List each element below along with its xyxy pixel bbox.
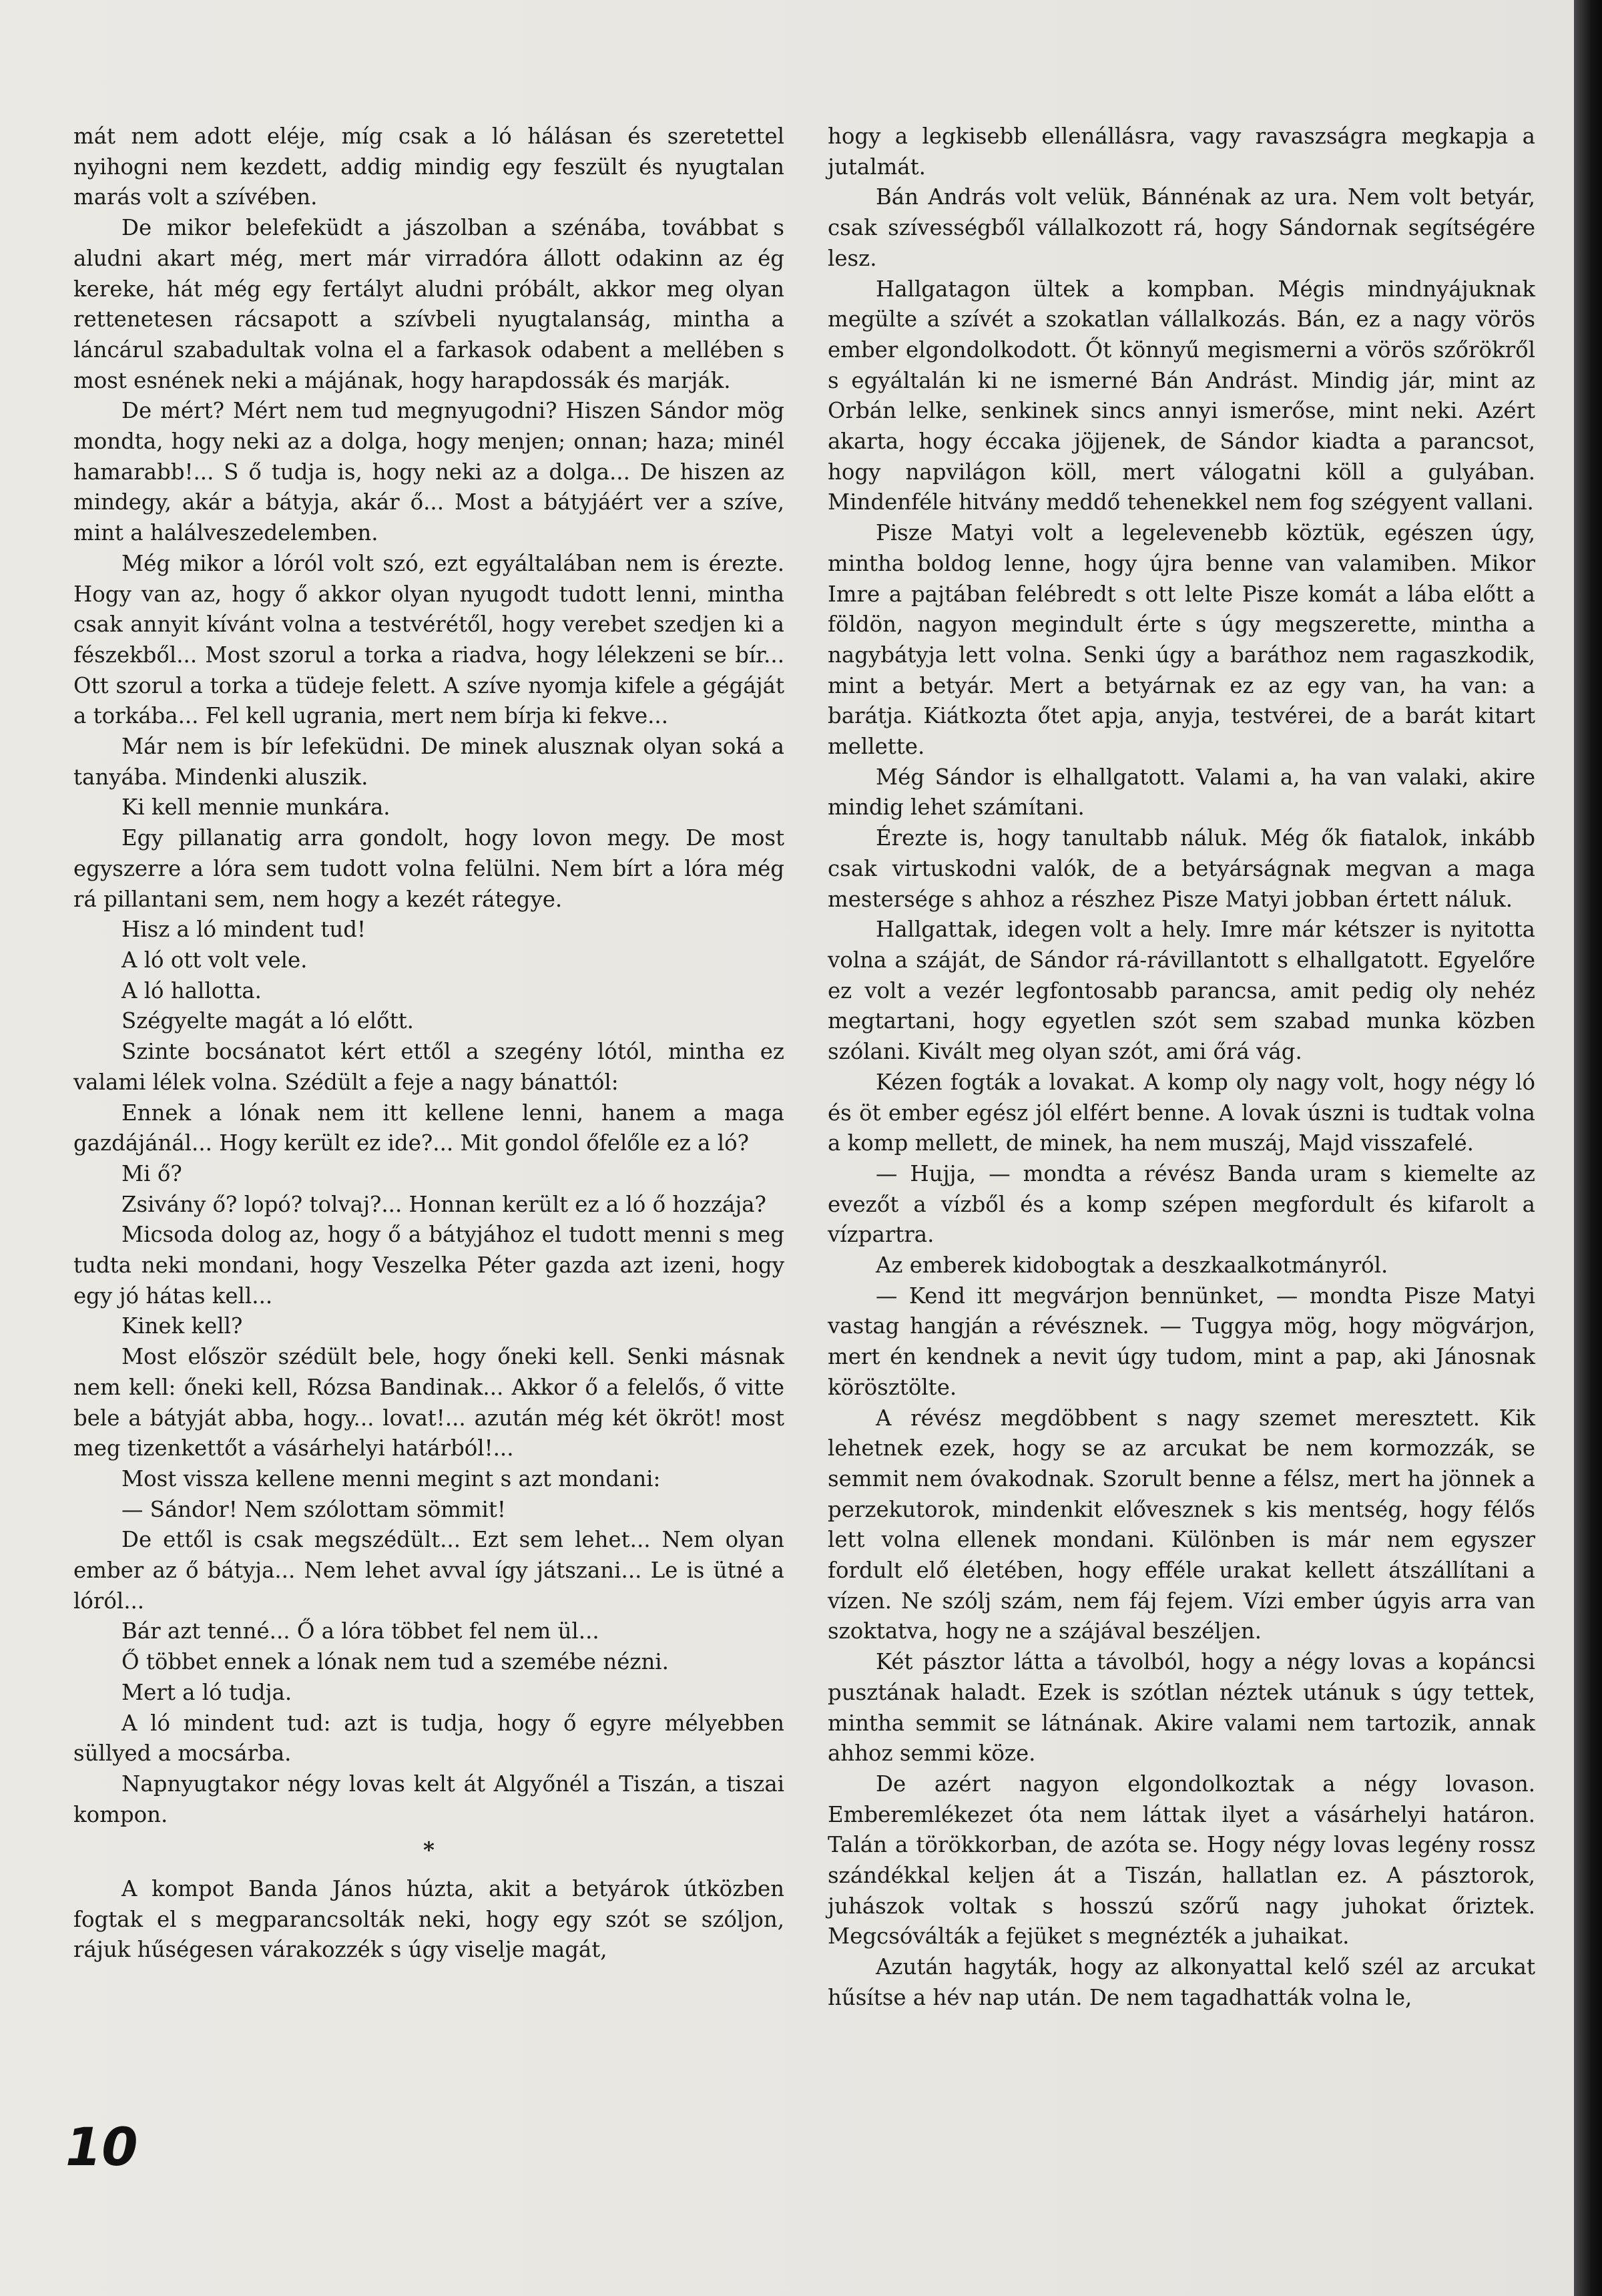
paragraph: A révész megdöbbent s nagy szemet meresztett. Kik lehetnek ezek, hogy se az arcukat be nem kormozzák, se semmit nem óvakodnak. Szorult benne a félsz, mert ha jönnek a perzekutorok, mindenkit elővesznek s kis mentség, hogy félős lett volna ellenek mondani. Különben is már nem egyszer fordult elő életében, hogy efféle urakat kellett átszállítani a vízen. Ne szólj szám, nem fáj fejem. Vízi ember úgyis arra van szoktatva, hogy ne a szájával beszéljen. (828, 1405, 1535, 1644)
paragraph: — Hujja, — mondta a révész Banda uram s kiemelte az evezőt a vízből és a komp szépen megfordult és kifarolt a vízpartra. (828, 1160, 1535, 1248)
paragraph: Még mikor a lóról volt szó, ezt egyáltalában nem is érezte. Hogy van az, hogy ő akkor olyan nyugodt tudott lenni, mintha csak annyit kívánt volna a testvérétől, hogy verebet szedjen ki a fészekből... Most szorul a torka a riadva, hogy lélekzeni se bír... Ott szorul a torka a tüdeje felett. A szíve nyomja kifele a gégáját a torkába... Fel kell ugrania, mert nem bírja ki fekve... (73, 550, 784, 729)
paragraph: Az emberek kidobogtak a deszkaalkotmányról. (876, 1252, 1388, 1279)
paragraph: hogy a legkisebb ellenállásra, vagy ravaszságra megkapja a jutalmát. (828, 124, 1535, 180)
paragraph: Szinte bocsánatot kért ettől a szegény lótól, mintha ez valami lélek volna. Szédült a feje a nagy bánattól: (73, 1039, 784, 1095)
paragraph: Ennek a lónak nem itt kellene lenni, hanem a maga gazdájánál... Hogy került ez ide?... Mit gondol őfelőle ez a ló? (73, 1100, 784, 1156)
paragraph: Bán András volt velük, Bánnénak az ura. Nem volt betyár, csak szívességből vállalkozott rá, hogy Sándornak segítségére lesz. (828, 184, 1535, 271)
right-text-column (828, 122, 1535, 2014)
paragraph: Azután hagyták, hogy az alkonyattal kelő szél az arcukat hűsítse a hév nap után. De nem tagadhatták volna le, (828, 1954, 1535, 2010)
paragraph: A ló ott volt vele. (121, 947, 308, 973)
paragraph: Bár azt tenné... Ő a lóra többet fel nem ül... (121, 1618, 599, 1644)
paragraph: De ettől is csak megszédült... Ezt sem lehet... Nem olyan ember az ő bátyja... Nem lehet avval így játszani... Le is ütné a lóról... (73, 1527, 784, 1614)
paragraph: Hisz a ló mindent tud! (121, 917, 366, 943)
paragraph: Kinek kell? (121, 1313, 243, 1339)
paragraph: Érezte is, hogy tanultabb náluk. Még ők fiatalok, inkább csak virtuskodni valók, de a betyárságnak megvan a maga mestersége s ahhoz a részhez Pisze Matyi jobban értett náluk. (828, 825, 1535, 912)
paragraph: Mert a ló tudja. (121, 1679, 292, 1705)
paragraph: Szégyelte magát a ló előtt. (121, 1008, 414, 1034)
paragraph: Pisze Matyi volt a legelevenebb köztük, egészen úgy, mintha boldog lenne, hogy újra benne van valamiben. Mikor Imre a pajtában felébredt s ott lelte Pisze komát a lába előtt a földön, nagyon megindult érte s úgy megszerette, mintha a nagybátyja lett volna. Senki úgy a baráthoz nem ragaszkodik, mint a betyár. Mert a betyárnak ez az egy van, ha van: a barátja. Kiátkozta őtet apja, anyja, testvérei, de a barát kitart mellette. (828, 520, 1535, 760)
paragraph: Egy pillanatig arra gondolt, hogy lovon megy. De most egyszerre a lóra sem tudott volna felülni. Nem bírt a lóra még rá pillantani sem, nem hogy a kezét rátegye. (73, 825, 784, 912)
paragraph: — Sándor! Nem szólottam sömmit! (121, 1496, 506, 1522)
paragraph: De mért? Mért nem tud megnyugodni? Hiszen Sándor mög mondta, hogy neki az a dolga, hogy menjen; onnan; haza; minél hamarabb!... S ő tudja is, hogy neki az a dolga... De hiszen az mindegy, akár a bátyja, akár ő... Most a bátyjáért ver a szíve, mint a halálveszedelemben. (73, 398, 784, 546)
paragraph: A kompot Banda János húzta, akit a betyárok útközben fogtak el s megparancsolták neki, hogy egy szót se szóljon, rájuk hűségesen várakozzék s úgy viselje magát, (73, 1876, 784, 1963)
paragraph: De azért nagyon elgondolkoztak a négy lovason. Emberemlékezet óta nem láttak ilyet a vásárhelyi határon. Talán a törökkorban, de azóta se. Hogy négy lovas legény rossz szándékkal keljen át a Tiszán, hallatlan ez. A pásztorok, juhászok voltak s hosszú szőrű nagy juhokat őriztek. Megcsóválták a fejüket s megnézték a juhaikat. (828, 1771, 1535, 1949)
paragraph: Már nem is bír lefeküdni. De minek alusznak olyan soká a tanyába. Mindenki aluszik. (73, 734, 784, 790)
paragraph: Két pásztor látta a távolból, hogy a négy lovas a kopáncsi pusztának haladt. Ezek is szótlan néztek utánuk s úgy tettek, mintha semmit se látnának. Akire valami nem tartozik, annak ahhoz semmi köze. (828, 1649, 1535, 1767)
paragraph: — Kend itt megvárjon bennünket, — mondta Pisze Matyi vastag hangján a révésznek. — Tuggya mög, hogy mögvárjon, mert én kendnek a nevit úgy tudom, mint a pap, aki Jánosnak körösztölte. (828, 1283, 1535, 1400)
paragraph: De mikor belefeküdt a jászolban a szénába, továbbat s aludni akart még, mert már virradóra állott odakinn az ég kereke, hát még egy fertályt aludni próbált, akkor meg olyan rettenetesen rácsapott a szívbeli nyugtalanság, mintha a láncárul szabadultak volna el a farkasok odabent a mellében s most esnének neki a májának, hogy harapdossák és marják. (73, 215, 784, 393)
paragraph: Még Sándor is elhallgatott. Valami a, ha van valaki, akire mindig lehet számítani. (828, 764, 1535, 821)
page-number: 10 (65, 2118, 138, 2178)
paragraph: Ki kell mennie munkára. (121, 794, 390, 821)
section-separator-asterisk: * (423, 1837, 435, 1863)
left-text-column (73, 122, 784, 1966)
paragraph: Hallgattak, idegen volt a hely. Imre már kétszer is nyitotta volna a száját, de Sándor rá-rávillantott s elhallgatott. Egyelőre ez volt a vezér legfontosabb parancsa, amit pedig oly nehéz megtartani, hogy egyetlen szót sem szabad munka közben szólani. Kivált meg olyan szót, ami őrá vág. (828, 917, 1535, 1065)
paragraph: Hallgatagon ültek a kompban. Mégis mindnyájuknak megülte a szívét a szokatlan vállalkozás. Bán, ez a nagy vörös ember elgondolkodott. Őt könnyű megismerni a vörös szőrökről s egyáltalán ki ne ismerné Bán Andrást. Mindig jár, mint az Orbán lelke, senkinek sincs annyi ismerőse, mint neki. Azért akarta, hogy éccaka jöjjenek, de Sándor kiadta a parancsot, hogy napvilágon köll, mert válogatni köll a gulyában. Mindenféle hitvány meddő tehenekkel nem fog szégyent vallani. (828, 276, 1535, 515)
paragraph: A ló mindent tud: azt is tudja, hogy ő egyre mélyebben süllyed a mocsárba. (73, 1710, 784, 1767)
paragraph: Kézen fogták a lovakat. A komp oly nagy volt, hogy négy ló és öt ember egész jól elfért benne. A lovak úszni is tudtak volna a komp mellett, de minek, ha nem muszáj, Majd visszafelé. (828, 1069, 1535, 1156)
paragraph: Mi ő? (121, 1160, 182, 1186)
paragraph: Micsoda dolog az, hogy ő a bátyjához el tudott menni s meg tudta neki mondani, hogy Veszelka Péter gazda azt izeni, hogy egy jó hátas kell... (73, 1222, 784, 1309)
paragraph: Ő többet ennek a lónak nem tud a szemébe nézni. (121, 1649, 669, 1675)
paragraph: Most először szédült bele, hogy őneki kell. Senki másnak nem kell: őneki kell, Rózsa Bandinak... Akkor ő a felelős, ő vitte bele a bátyját abba, hogy... lovat!... azután még két ökröt! most meg tizenkettőt a vásárhelyi határból!... (73, 1344, 784, 1461)
paragraph: A ló hallotta. (121, 977, 262, 1003)
paragraph: Napnyugtakor négy lovas kelt át Algyőnél a Tiszán, a tiszai kompon. (73, 1771, 784, 1827)
page-edge-shadow (1574, 0, 1602, 2296)
paragraph: mát nem adott eléje, míg csak a ló hálásan és szeretettel nyihogni nem kezdett, addig mindig egy feszült és nyugtalan marás volt a szívében. (73, 124, 784, 210)
paragraph: Zsivány ő? lopó? tolvaj?... Honnan került ez a ló ő hozzája? (121, 1191, 766, 1217)
paragraph: Most vissza kellene menni megint s azt mondani: (121, 1465, 661, 1491)
